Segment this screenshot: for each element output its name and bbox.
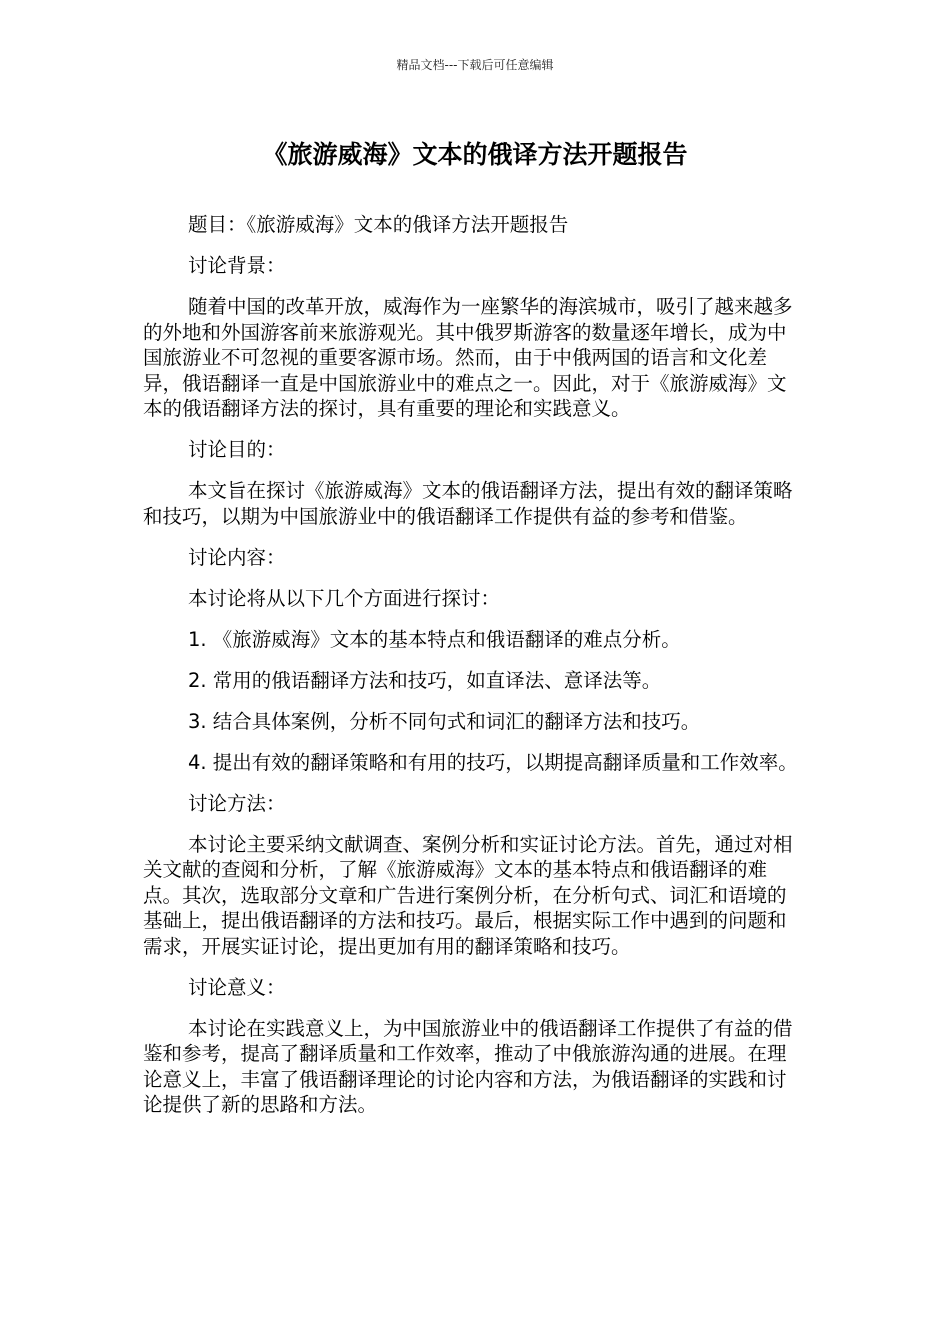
section-heading-purpose: 讨论目的： — [188, 438, 286, 461]
significance-paragraph: 本讨论在实践意义上，为中国旅游业中的俄语翻译工作提供了有益的借鉴和参考，提高了翻译质量和工作效率，推动了中俄旅游沟通的进展。在理论意义上，丰富了俄语翻译理论的讨论内容和方法，为俄语翻译的实践和讨论提供了新的思路和方法。 — [143, 1016, 793, 1116]
content-item-4: 4. 提出有效的翻译策略和有用的技巧，以期提高翻译质量和工作效率。 — [188, 750, 798, 774]
document-body — [143, 212, 803, 1133]
content-item-3: 3. 结合具体案例，分析不同句式和词汇的翻译方法和技巧。 — [188, 709, 701, 733]
section-heading-background: 讨论背景： — [188, 254, 286, 277]
content-item-2: 2. 常用的俄语翻译方法和技巧，如直译法、意译法等。 — [188, 668, 662, 692]
topic-line: 题目：《旅游威海》文本的俄译方法开题报告 — [188, 213, 569, 236]
section-heading-method: 讨论方法： — [188, 791, 286, 815]
background-paragraph: 随着中国的改革开放，威海作为一座繁华的海滨城市，吸引了越来越多的外地和外国游客前来旅游观光。其中俄罗斯游客的数量逐年增长，成为中国旅游业不可忽视的重要客源市场。然而，由于中俄两国的语言和文化差异，俄语翻译一直是中国旅游业中的难点之一。因此，对于《旅游威海》文本的俄语翻译方法的探讨，具有重要的理论和实践意义。 — [143, 295, 793, 420]
document-title: 《旅游威海》文本的俄译方法开题报告 — [262, 140, 688, 169]
content-item-1: 1. 《旅游威海》文本的基本特点和俄语翻译的难点分析。 — [188, 627, 681, 651]
method-paragraph: 本讨论主要采纳文献调查、案例分析和实证讨论方法。首先，通过对相关文献的查阅和分析，了解《旅游威海》文本的基本特点和俄语翻译的难点。其次，选取部分文章和广告进行案例分析，在分析句式、词汇和语境的基础上，提出俄语翻译的方法和技巧。最后，根据实际工作中遇到的问题和需求，开展实证讨论，提出更加有用的翻译策略和技巧。 — [143, 832, 793, 958]
section-heading-content: 讨论内容： — [188, 545, 286, 569]
content-intro: 本讨论将从以下几个方面进行探讨： — [188, 586, 501, 610]
page-header: 精品文档---下载后可任意编辑 — [396, 58, 554, 72]
section-heading-significance: 讨论意义： — [188, 975, 286, 999]
purpose-paragraph: 本文旨在探讨《旅游威海》文本的俄语翻译方法，提出有效的翻译策略和技巧，以期为中国旅游业中的俄语翻译工作提供有益的参考和借鉴。 — [143, 479, 793, 528]
